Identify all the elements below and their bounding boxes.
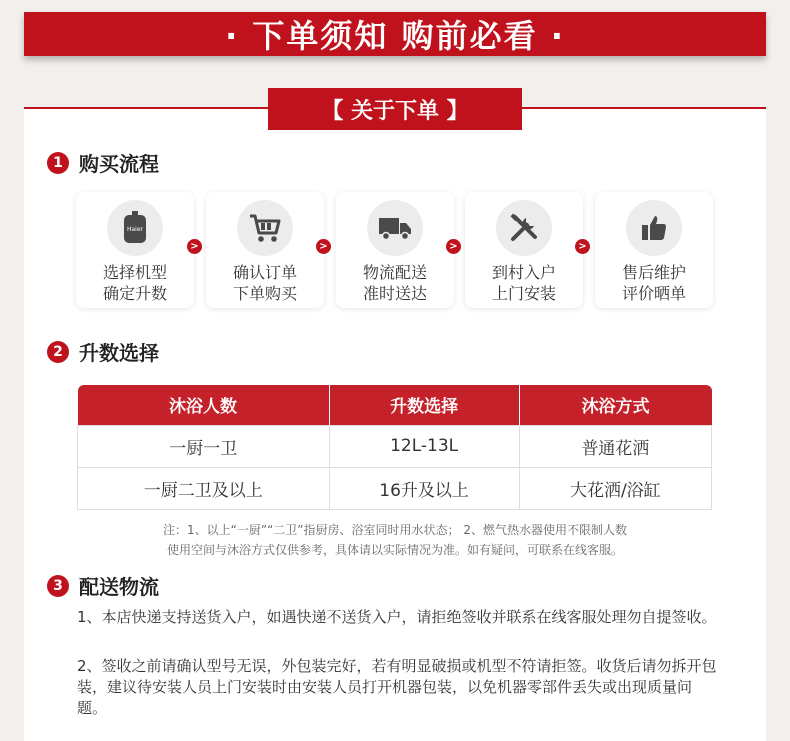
table-cell: 一厨二卫及以上 [78,467,330,509]
step-label: 售后维护 评价晒单 [621,263,686,303]
arrow-icon: > [316,239,331,254]
arrow-icon: > [575,239,590,254]
delivery-truck-icon [367,200,423,256]
table-cell: 12L-13L [329,425,519,467]
heading-capacity-selection [47,337,159,366]
table-cell: 一厨一卫 [78,425,330,467]
heading-number: 2 [47,341,69,363]
banner-title: · 下单须知 购前必看 · [24,12,766,56]
column-header: 升数选择 [329,385,519,425]
step-label: 选择机型 确定升数 [102,263,167,303]
step-confirm-order [206,192,324,308]
section-title: 【 关于下单 】 [268,88,522,130]
step-label: 物流配送 准时送达 [362,263,427,303]
table-cell: 大花洒/浴缸 [519,467,711,509]
table-row [78,467,712,509]
water-heater-icon [107,200,163,256]
heading-number: 1 [47,152,69,174]
heading-purchase-flow [47,148,159,177]
table-cell: 普通花洒 [519,425,711,467]
step-label: 到村入户 上门安装 [491,263,556,303]
arrow-icon: > [187,239,202,254]
delivery-note-1: 1、本店快递支持送货入户，如遇快递不送货入户，请拒绝签收并联系在线客服处理勿自提签收。 [77,608,717,626]
step-choose-model [76,192,194,308]
table-cell: 16升及以上 [329,467,519,509]
arrow-icon: > [446,239,461,254]
table-row [78,425,712,467]
delivery-note-2: 2、签收之前请确认型号无误，外包装完好，若有明显破损或机型不符请拒签。收货后请勿拆开包装，建议待安装人员上门安装时由安装人员打开机器包装，以免机器零部件丢失或出现质量问题。 [77,657,717,717]
heading-title: 配送物流 [79,575,159,599]
step-label: 确认订单 下单购买 [232,263,297,303]
column-header: 沐浴方式 [519,385,711,425]
thumbs-up-icon [626,200,682,256]
step-installation [465,192,583,308]
table-footnote: 注：1、以上“一厨”“二卫”指厨房、浴室同时用水状态； 2、燃气热水器使用不限制人数 使用空间与沐浴方式仅供参考，具体请以实际情况为准。如有疑问，可联系在线客服。 [163,523,627,557]
heading-delivery [47,571,159,600]
heading-title: 购买流程 [79,152,159,176]
tools-icon [496,200,552,256]
table-header-row [78,385,712,425]
column-header: 沐浴人数 [78,385,330,425]
heading-number: 3 [47,575,69,597]
step-logistics [336,192,454,308]
heading-title: 升数选择 [79,341,159,365]
capacity-table [77,385,712,510]
brand-logo: Haier [126,226,144,233]
shopping-cart-icon [237,200,293,256]
step-after-sales [595,192,713,308]
